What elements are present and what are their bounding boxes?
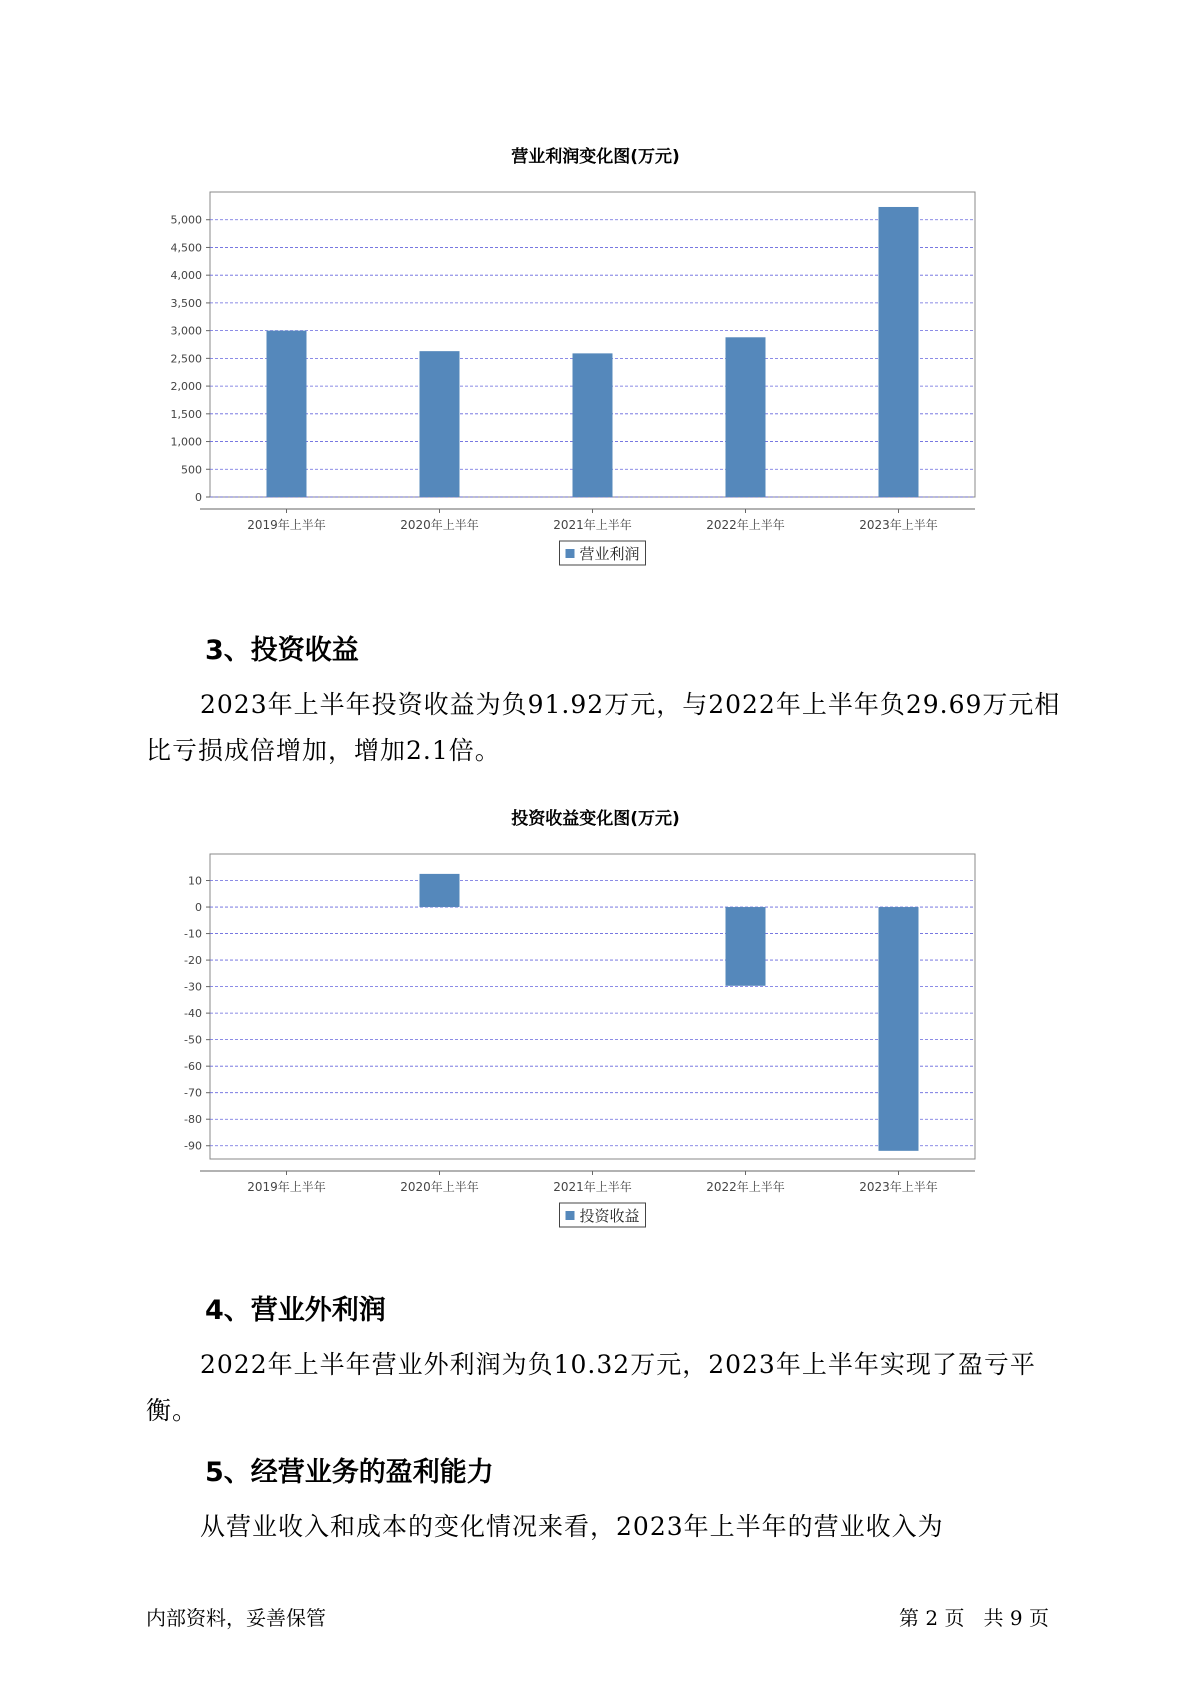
legend-label: 投资收益 bbox=[579, 1207, 640, 1225]
x-tick-label: 2022年上半年 bbox=[706, 1180, 785, 1194]
plot-frame bbox=[210, 854, 975, 1159]
investment-income-chart bbox=[160, 842, 1030, 1262]
bar bbox=[879, 907, 919, 1151]
y-tick-label: 2,500 bbox=[170, 352, 202, 366]
section-5-heading: 5、经营业务的盈利能力 bbox=[205, 1457, 494, 1488]
legend-label: 营业利润 bbox=[579, 545, 640, 563]
x-tick-label: 2020年上半年 bbox=[400, 518, 479, 532]
footer-confidential-note: 内部资料，妥善保管 bbox=[146, 1606, 326, 1630]
operating-profit-chart bbox=[160, 180, 1030, 600]
y-tick-label: -80 bbox=[184, 1113, 202, 1127]
section-4-paragraph: 2022年上半年营业外利润为负10.32万元，2023年上半年实现了盈亏平衡。 bbox=[146, 1350, 1036, 1425]
y-tick-label: -70 bbox=[184, 1086, 202, 1100]
y-tick-label: 1,500 bbox=[170, 407, 202, 421]
y-tick-label: -10 bbox=[184, 927, 202, 941]
y-tick-label: -50 bbox=[184, 1033, 202, 1047]
y-tick-label: 4,000 bbox=[170, 269, 202, 283]
y-tick-label: -20 bbox=[184, 954, 202, 968]
x-tick-label: 2023年上半年 bbox=[859, 1180, 938, 1194]
section-5-paragraph: 从营业收入和成本的变化情况来看，2023年上半年的营业收入为 bbox=[200, 1512, 944, 1541]
bar bbox=[726, 907, 766, 986]
y-tick-label: -60 bbox=[184, 1060, 202, 1074]
bar bbox=[420, 351, 460, 497]
y-tick-label: 5,000 bbox=[170, 213, 202, 227]
section-3-heading: 3、投资收益 bbox=[205, 635, 359, 666]
y-tick-label: 0 bbox=[195, 901, 202, 915]
x-tick-label: 2021年上半年 bbox=[553, 518, 632, 532]
bar bbox=[420, 874, 460, 907]
y-tick-label: 10 bbox=[188, 874, 202, 888]
legend-swatch bbox=[566, 1211, 575, 1220]
y-tick-label: 500 bbox=[181, 463, 202, 477]
bar bbox=[267, 331, 307, 497]
section-4-heading: 4、营业外利润 bbox=[205, 1295, 386, 1326]
bar bbox=[726, 337, 766, 497]
y-tick-label: -90 bbox=[184, 1139, 202, 1153]
y-tick-label: 2,000 bbox=[170, 380, 202, 394]
bar bbox=[879, 207, 919, 497]
x-tick-label: 2020年上半年 bbox=[400, 1180, 479, 1194]
bar bbox=[573, 353, 613, 497]
y-tick-label: 0 bbox=[195, 491, 202, 504]
y-tick-label: -40 bbox=[184, 1007, 202, 1021]
y-tick-label: 3,500 bbox=[170, 296, 202, 310]
x-tick-label: 2019年上半年 bbox=[247, 518, 326, 532]
y-tick-label: 3,000 bbox=[170, 324, 202, 338]
footer-page-number: 第 2 页 共 9 页 bbox=[899, 1606, 1049, 1630]
x-tick-label: 2022年上半年 bbox=[706, 518, 785, 532]
x-tick-label: 2021年上半年 bbox=[553, 1180, 632, 1194]
y-tick-label: -30 bbox=[184, 980, 202, 994]
x-tick-label: 2023年上半年 bbox=[859, 518, 938, 532]
y-tick-label: 1,000 bbox=[170, 435, 202, 449]
x-tick-label: 2019年上半年 bbox=[247, 1180, 326, 1194]
chart2-title: 投资收益变化图(万元) bbox=[511, 809, 680, 829]
legend-swatch bbox=[566, 549, 575, 558]
chart1-title: 营业利润变化图(万元) bbox=[511, 147, 680, 167]
y-tick-label: 4,500 bbox=[170, 241, 202, 255]
section-3-paragraph: 2023年上半年投资收益为负91.92万元，与2022年上半年负29.69万元相比亏损成倍增加，增加2.1倍。 bbox=[146, 690, 1061, 765]
